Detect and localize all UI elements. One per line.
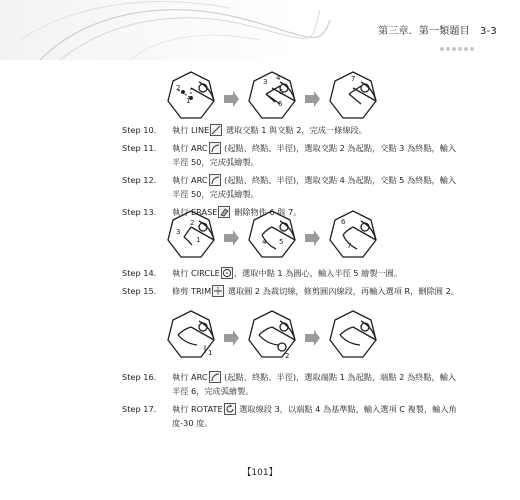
fig3b-label-2: 2 <box>285 352 290 360</box>
step-14 <box>122 266 462 280</box>
step-description: (起點、終點、半徑)，選取交點 4 為起點，交點 5 為終點，輸入半徑 50，完成弧繪製。 <box>172 175 457 199</box>
fig2b-label-5: 5 <box>279 238 284 246</box>
arrow-icon <box>224 330 239 346</box>
arrow-icon <box>224 230 239 246</box>
step-description: 選取線段 3，以端點 4 為基準點，輸入選項 C 複製，輸入角度-30 度。 <box>172 404 457 428</box>
fig1b-label-3: 3 <box>263 78 268 86</box>
step-11 <box>122 141 462 169</box>
fig1a-label-2: 2 <box>176 84 181 92</box>
fig1b-label-5: 5 <box>279 88 284 96</box>
heptagon-figure-1b <box>249 72 295 118</box>
step-command: 執行 CIRCLE <box>172 268 220 278</box>
step-command: 執行 ARC <box>172 143 208 153</box>
heptagon-figure-3b <box>249 311 295 360</box>
heptagon-figure-2b <box>249 211 295 257</box>
steps-block-2 <box>122 266 462 298</box>
step-number: Step 11. <box>122 143 157 153</box>
step-command: 執行 ERASE <box>172 207 218 217</box>
chapter-header: 第三章．第一類題目 3-3 <box>378 26 497 37</box>
arc-icon <box>209 174 221 186</box>
circle-icon <box>221 267 233 279</box>
fig2c-label-7: 7 <box>347 242 352 250</box>
heptagon-figure-2a <box>168 211 214 257</box>
heptagon-figure-3c <box>330 311 376 357</box>
step-description: (起點、終點、半徑)，選取端點 1 為起點，端點 2 為終點，輸入半徑 6，完成弧繪製。 <box>172 372 457 396</box>
step-description: ，選取中點 1 為圓心，輸入半徑 5 繪製一圓。 <box>233 268 403 278</box>
step-17 <box>122 402 462 430</box>
step-description: 選取圓 2 為裁切線，修剪圓內線段，再輸入選項 R，刪除圓 2。 <box>225 286 459 296</box>
heptagon-figure-1c <box>330 72 376 118</box>
arrow-icon <box>305 230 320 246</box>
step-15 <box>122 284 462 298</box>
step-10 <box>122 123 462 137</box>
fig2a-label-3: 3 <box>176 228 181 236</box>
heptagon-figure-1a <box>168 72 214 118</box>
heptagon-figure-2c <box>330 211 376 257</box>
arrow-icon <box>305 91 320 107</box>
step-12 <box>122 173 462 201</box>
fig2b-label-4: 4 <box>262 238 267 246</box>
step-16 <box>122 370 462 398</box>
step-command: 執行 ARC <box>172 372 208 382</box>
fig1b-label-6: 6 <box>278 100 283 108</box>
fig3a-label-1: 1 <box>208 349 213 357</box>
arc-icon <box>209 142 221 154</box>
step-number: Step 13. <box>122 207 157 217</box>
trim-icon <box>212 285 224 297</box>
step-number: Step 15. <box>122 286 157 296</box>
arrow-icon <box>305 330 320 346</box>
step-number: Step 17. <box>122 404 157 414</box>
line-icon <box>210 124 222 136</box>
fig1a-label-1: 1 <box>186 97 191 105</box>
header-dots-decoration <box>440 36 476 55</box>
step-command: 執行 ARC <box>172 175 208 185</box>
step-description: (起點、終點、半徑)，選取交點 2 為起點，交點 3 為終點，輸入半徑 50，完成弧繪製。 <box>172 143 457 167</box>
step-number: Step 14. <box>122 268 157 278</box>
heptagon-figure-3a <box>168 311 214 357</box>
step-command: 修剪 TRIM <box>172 286 212 296</box>
rotate-icon <box>224 403 236 415</box>
fig2c-label-6: 6 <box>341 218 346 226</box>
fig2a-label-2: 2 <box>190 219 195 227</box>
fig2a-label-1: 1 <box>196 236 201 244</box>
step-number: Step 10. <box>122 125 157 135</box>
steps-block-3 <box>122 370 462 430</box>
step-description: 選取交點 1 與交點 2，完成一條線段。 <box>223 125 367 135</box>
step-number: Step 12. <box>122 175 157 185</box>
page-number: 【101】 <box>242 468 278 478</box>
arc-icon <box>209 371 221 383</box>
step-description: 刪除物件 6 與 7。 <box>231 207 302 217</box>
step-command: 執行 LINE <box>172 125 210 135</box>
arrow-icon <box>224 91 239 107</box>
fig1b-label-4: 4 <box>276 74 281 82</box>
fig1c-label-7: 7 <box>351 75 356 83</box>
step-command: 執行 ROTATE <box>172 404 223 414</box>
step-number: Step 16. <box>122 372 157 382</box>
